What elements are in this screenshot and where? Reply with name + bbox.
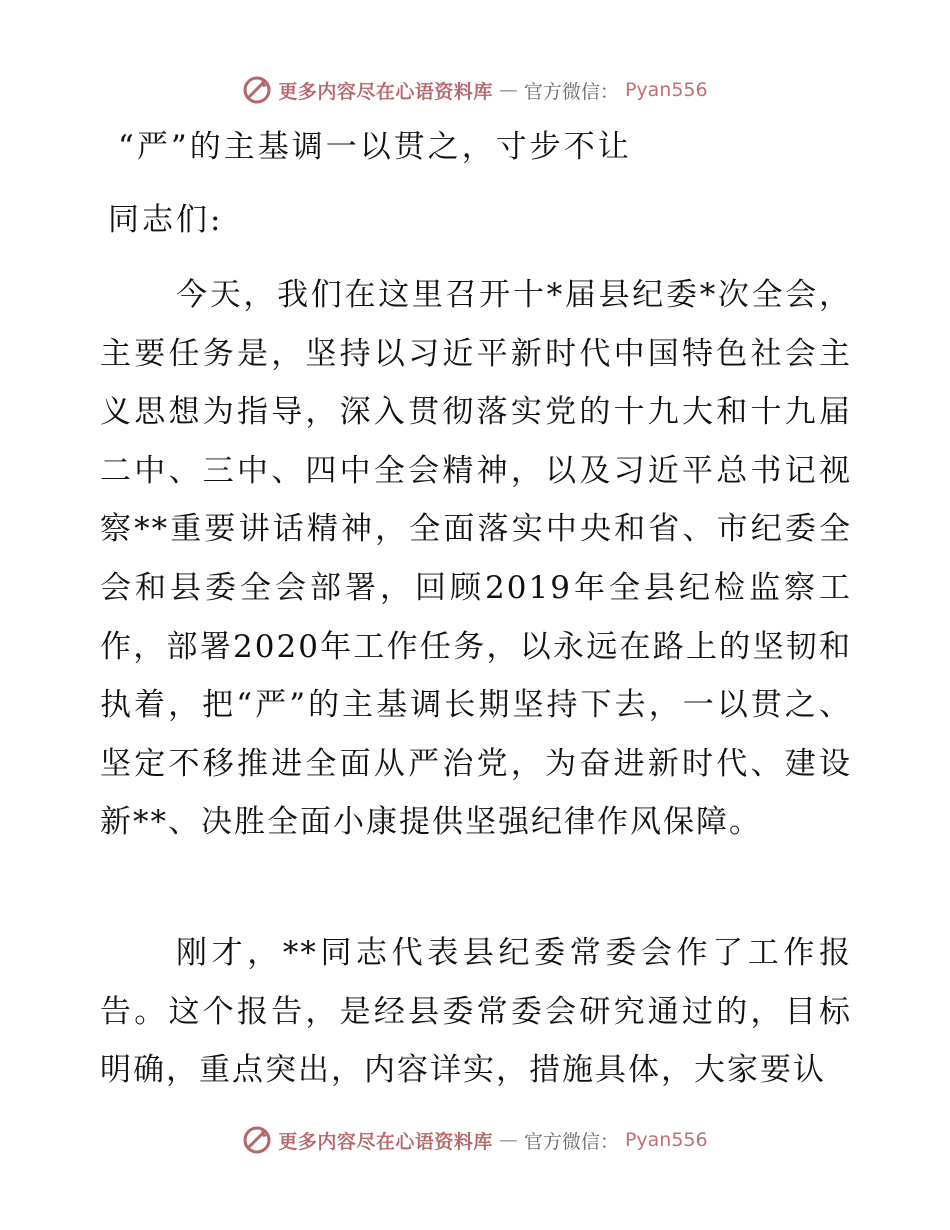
paragraph-2: 刚才，**同志代表县纪委常委会作了工作报告。这个报告，是经县委常委会研究通过的，目标明确，重点突出，内容详实，措施具体，大家要认 [100, 935, 852, 1089]
watermark-separator: — [498, 79, 518, 101]
watermark-sub: 官方微信： [523, 1130, 619, 1153]
watermark-separator: — [498, 1129, 518, 1151]
footer-watermark [0, 1120, 950, 1160]
watermark-brand: 更多内容尽在心语资料库 [278, 1130, 493, 1153]
watermark-id: Pyan556 [624, 1129, 708, 1151]
document-salutation: 同志们: [108, 202, 224, 238]
watermark-brand: 更多内容尽在心语资料库 [278, 80, 493, 103]
brand-logo-icon [242, 1125, 272, 1155]
document-title: “严”的主基调一以贯之，寸步不让 [118, 129, 632, 165]
brand-logo-icon [242, 75, 272, 105]
watermark-id: Pyan556 [624, 79, 708, 101]
watermark-sub: 官方微信： [523, 80, 619, 103]
header-watermark [0, 70, 950, 110]
paragraph-1: 今天，我们在这里召开十*届县纪委*次全会，主要任务是，坚持以习近平新时代中国特色社会主义思想为指导，深入贯彻落实党的十九大和十九届二中、三中、四中全会精神，以及习近平总书记视察**重要讲话精神，全面落实中央和省、市纪委全会和县委全会部署，回顾2019年全县纪检监察工作，部署2020年工作任务，以永远在路上的坚韧和执着，把“严”的主基调长期坚持下去，一以贯之、坚定不移推进全面从严治党，为奋进新时代、建设新**、决胜全面小康提供坚强纪律作风保障。 [100, 277, 852, 841]
